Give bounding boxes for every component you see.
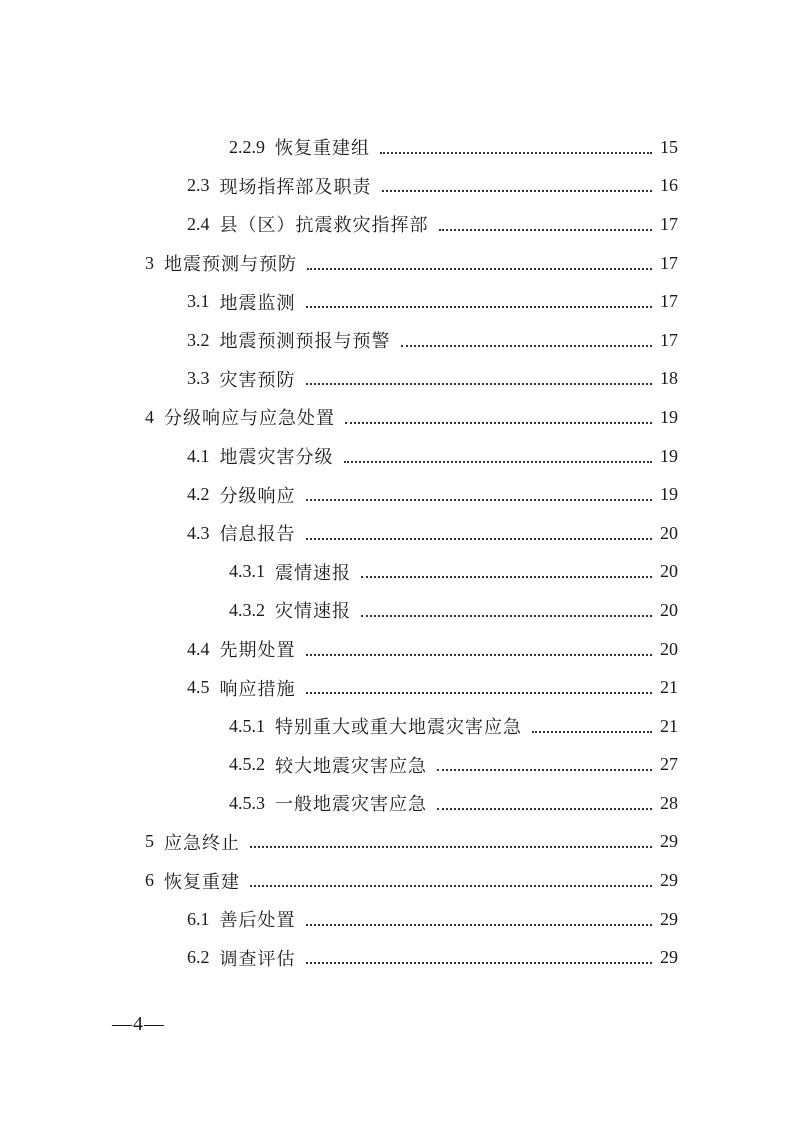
- dot-leader: [380, 151, 652, 154]
- dot-leader: [401, 344, 653, 347]
- dot-leader: [306, 498, 653, 501]
- toc-entry-number: 4.1: [187, 445, 210, 466]
- toc-entry-number: 4.4: [187, 638, 210, 659]
- toc-entry[interactable]: [0, 398, 793, 437]
- toc-entry-number: 4.3.1: [229, 561, 265, 582]
- toc-entry[interactable]: [0, 321, 793, 360]
- toc-entry-number: 2.2.9: [229, 136, 265, 157]
- dot-leader: [306, 653, 653, 656]
- toc-entry-number: 3.3: [187, 368, 210, 389]
- dot-leader: [306, 923, 653, 926]
- dot-leader: [306, 961, 653, 964]
- toc-entry-page: 20: [660, 638, 678, 659]
- dot-leader: [344, 460, 653, 463]
- toc-entry[interactable]: [0, 128, 793, 167]
- toc-entry[interactable]: [0, 823, 793, 862]
- dot-leader: [361, 575, 652, 578]
- toc-entry-number: 4.5: [187, 677, 210, 698]
- dot-leader: [306, 382, 653, 385]
- toc-entry-title: 恢复重建: [164, 871, 240, 893]
- toc-entry[interactable]: [0, 437, 793, 476]
- toc-entry-page: 19: [660, 406, 678, 427]
- toc-entry[interactable]: [0, 861, 793, 900]
- toc-entry-page: 19: [660, 484, 678, 505]
- dot-leader: [437, 807, 652, 810]
- toc-entry-page: 29: [660, 870, 678, 891]
- toc-entry-title: 地震预测预报与预警: [219, 331, 391, 353]
- toc-entry-page: 20: [660, 522, 678, 543]
- toc-entry-number: 2.4: [187, 213, 210, 234]
- toc-entry-page: 19: [660, 445, 678, 466]
- dot-leader: [439, 228, 653, 231]
- toc-entry-title: 分级响应与应急处置: [164, 408, 335, 430]
- dot-leader: [382, 189, 653, 192]
- toc-entry-number: 4.2: [187, 484, 210, 505]
- toc-entry-page: 15: [660, 136, 678, 157]
- toc-entry-number: 3.1: [187, 291, 210, 312]
- toc-entry-title: 现场指挥部及职责: [219, 176, 372, 198]
- toc-entry-page: 17: [660, 213, 678, 234]
- toc-entry[interactable]: [0, 167, 793, 206]
- toc-entry-number: 4.5.1: [229, 715, 265, 736]
- toc-entry-title: 恢复重建组: [275, 138, 370, 160]
- toc-entry-title: 应急终止: [164, 832, 240, 854]
- toc-entry-number: 6.1: [187, 908, 210, 929]
- toc-entry-number: 4.3.2: [229, 599, 265, 620]
- dot-leader: [532, 730, 652, 733]
- toc-entry-title: 灾情速报: [275, 601, 351, 623]
- toc-entry-number: 4: [145, 406, 154, 427]
- toc-entry[interactable]: [0, 591, 793, 630]
- toc-entry-title: 灾害预防: [219, 369, 296, 391]
- toc-entry-title: 调查评估: [219, 948, 296, 970]
- toc-entry[interactable]: [0, 514, 793, 553]
- toc-entry[interactable]: [0, 475, 793, 514]
- toc-entry-number: 6: [145, 870, 154, 891]
- toc-entry-number: 3.2: [187, 329, 210, 350]
- toc-entry-page: 27: [660, 754, 678, 775]
- toc-entry-number: 4.5.2: [229, 754, 265, 775]
- toc-entry-number: 4.5.3: [229, 792, 265, 813]
- toc-entry-page: 17: [660, 329, 678, 350]
- toc-entry[interactable]: [0, 630, 793, 669]
- toc-entry-number: 5: [145, 831, 154, 852]
- dot-leader: [345, 421, 652, 424]
- dot-leader: [307, 267, 652, 270]
- toc-entry-title: 响应措施: [219, 678, 296, 700]
- toc-entry-title: 较大地震灾害应急: [275, 755, 427, 777]
- toc-entry-title: 县（区）抗震救灾指挥部: [219, 215, 429, 237]
- toc-entry-title: 特别重大或重大地震灾害应急: [275, 717, 522, 739]
- toc-entry[interactable]: [0, 244, 793, 283]
- toc-entry[interactable]: [0, 668, 793, 707]
- toc-entry-page: 29: [660, 831, 678, 852]
- toc-entry-number: 2.3: [187, 175, 210, 196]
- toc-entry-title: 先期处置: [219, 640, 296, 662]
- toc-entry-page: 21: [660, 677, 678, 698]
- page-number: —4—: [112, 1013, 165, 1035]
- toc-entry-number: 6.2: [187, 947, 210, 968]
- toc-entry-title: 地震预测与预防: [164, 254, 297, 276]
- toc-entry-page: 21: [660, 715, 678, 736]
- toc-entry[interactable]: [0, 938, 793, 977]
- toc-entry-title: 一般地震灾害应急: [275, 794, 427, 816]
- dot-leader: [306, 305, 653, 308]
- toc-entry[interactable]: [0, 553, 793, 592]
- toc-entry[interactable]: [0, 707, 793, 746]
- toc-entry-page: 29: [660, 947, 678, 968]
- dot-leader: [250, 884, 652, 887]
- dot-leader: [250, 845, 652, 848]
- toc-entry-page: 29: [660, 908, 678, 929]
- toc-entry-title: 分级响应: [219, 485, 296, 507]
- toc-entry-title: 信息报告: [219, 524, 296, 546]
- toc-entry-title: 震情速报: [275, 562, 351, 584]
- toc-entry-page: 17: [660, 291, 678, 312]
- toc-entry-page: 16: [660, 175, 678, 196]
- toc-entry[interactable]: [0, 282, 793, 321]
- toc-entry-title: 地震监测: [219, 292, 296, 314]
- toc-entry-number: 3: [145, 252, 154, 273]
- toc-entry[interactable]: [0, 900, 793, 939]
- toc-entry[interactable]: [0, 784, 793, 823]
- toc-entry-page: 28: [660, 792, 678, 813]
- toc-entry[interactable]: [0, 746, 793, 785]
- toc-entry-page: 18: [660, 368, 678, 389]
- toc-entry[interactable]: [0, 205, 793, 244]
- dot-leader: [306, 691, 653, 694]
- dot-leader: [361, 614, 652, 617]
- toc-entry-page: 20: [660, 561, 678, 582]
- dot-leader: [306, 537, 653, 540]
- toc-entry-title: 善后处置: [219, 910, 296, 932]
- toc-entry-title: 地震灾害分级: [219, 447, 334, 469]
- toc-entry-number: 4.3: [187, 522, 210, 543]
- toc-entry[interactable]: [0, 360, 793, 399]
- toc-entry-page: 17: [660, 252, 678, 273]
- table-of-contents: [0, 128, 793, 977]
- dot-leader: [437, 768, 652, 771]
- toc-entry-page: 20: [660, 599, 678, 620]
